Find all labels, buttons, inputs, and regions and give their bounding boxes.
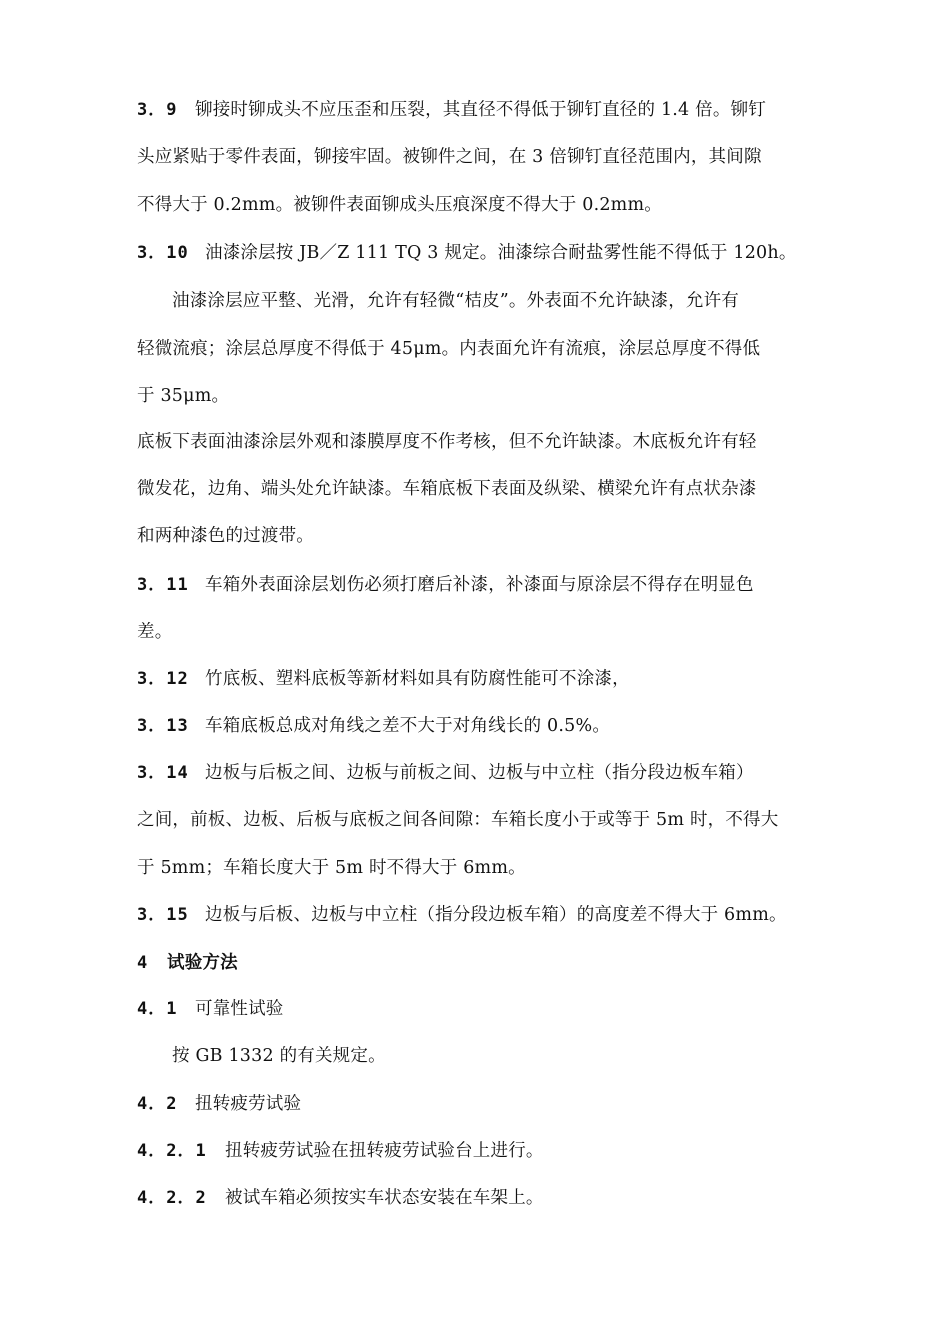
clause-number: 3．14 (137, 763, 189, 783)
clause-text: 车箱外表面涂层划伤必须打磨后补漆，补漆面与原涂层不得存在明显色 (205, 575, 754, 595)
clause-number: 3．10 (137, 243, 189, 263)
floor-paragraph-line-3: 和两种漆色的过渡带。 (137, 526, 314, 546)
clause-text: 边板与后板、边板与中立柱（指分段边板车箱）的高度差不得大于 6mm。 (205, 905, 787, 925)
floor-paragraph-line-1: 底板下表面油漆涂层外观和漆膜厚度不作考核，但不允许缺漆。木底板允许有轻 (137, 432, 757, 452)
floor-paragraph-line-2: 微发花，边角、端头处允许缺漆。车箱底板下表面及纵梁、横梁允许有点状杂漆 (137, 479, 757, 499)
clause-4-2-heading (137, 1092, 301, 1116)
section-title: 试验方法 (167, 953, 238, 973)
clause-number: 3．9 (137, 100, 178, 120)
clause-number: 3．12 (137, 669, 189, 689)
clause-3-10-line-1 (137, 241, 797, 265)
clause-number: 3．15 (137, 905, 189, 925)
clause-3-9-line-3: 不得大于 0.2mm。被铆件表面铆成头压痕深度不得大于 0.2mm。 (137, 195, 662, 215)
clause-3-14-line-1 (137, 761, 754, 785)
section-4-heading (137, 951, 238, 975)
clause-4-1-body: 按 GB 1332 的有关规定。 (172, 1046, 386, 1066)
clause-3-12-line-1 (137, 667, 630, 691)
clause-title: 扭转疲劳试验 (195, 1094, 302, 1114)
clause-text: 铆接时铆成头不应压歪和压裂，其直径不得低于铆钉直径的 1.4 倍。铆钉 (195, 100, 766, 120)
clause-number: 3．11 (137, 575, 189, 595)
clause-3-9-line-1 (137, 98, 766, 122)
clause-3-15-line-1 (137, 903, 787, 927)
clause-4-2-1-line-1 (137, 1139, 544, 1163)
clause-text: 竹底板、塑料底板等新材料如具有防腐性能可不涂漆， (205, 669, 630, 689)
clause-number: 4．2．1 (137, 1141, 207, 1161)
clause-text: 油漆涂层按 JB／Z 111 TQ 3 规定。油漆综合耐盐雾性能不得低于 120h。 (205, 243, 797, 263)
clause-text: 车箱底板总成对角线之差不大于对角线长的 0.5%。 (205, 716, 611, 736)
clause-number: 4．2．2 (137, 1188, 207, 1208)
clause-3-13-line-1 (137, 714, 610, 738)
clause-3-11-line-2: 差。 (137, 622, 173, 642)
paint-paragraph-line-1: 油漆涂层应平整、光滑，允许有轻微“桔皮”。外表面不允许缺漆，允许有 (172, 291, 739, 311)
section-number: 4 (137, 953, 149, 973)
clause-title: 可靠性试验 (195, 999, 284, 1019)
clause-text: 边板与后板之间、边板与前板之间、边板与中立柱（指分段边板车箱） (205, 763, 754, 783)
clause-3-14-line-3: 于 5mm；车箱长度大于 5m 时不得大于 6mm。 (137, 858, 526, 878)
paint-paragraph-line-2: 轻微流痕；涂层总厚度不得低于 45μm。内表面允许有流痕，涂层总厚度不得低 (137, 339, 761, 359)
clause-text: 扭转疲劳试验在扭转疲劳试验台上进行。 (225, 1141, 544, 1161)
clause-4-2-2-line-1 (137, 1186, 544, 1210)
clause-number: 4．1 (137, 999, 178, 1019)
clause-3-9-line-2: 头应紧贴于零件表面，铆接牢固。被铆件之间，在 3 倍铆钉直径范围内，其间隙 (137, 147, 762, 167)
clause-3-14-line-2: 之间，前板、边板、后板与底板之间各间隙：车箱长度小于或等于 5m 时，不得大 (137, 810, 779, 830)
clause-number: 4．2 (137, 1094, 178, 1114)
clause-text: 被试车箱必须按实车状态安装在车架上。 (225, 1188, 544, 1208)
clause-number: 3．13 (137, 716, 189, 736)
clause-3-11-line-1 (137, 573, 754, 597)
paint-paragraph-line-3: 于 35μm。 (137, 386, 230, 406)
clause-4-1-heading (137, 997, 284, 1021)
